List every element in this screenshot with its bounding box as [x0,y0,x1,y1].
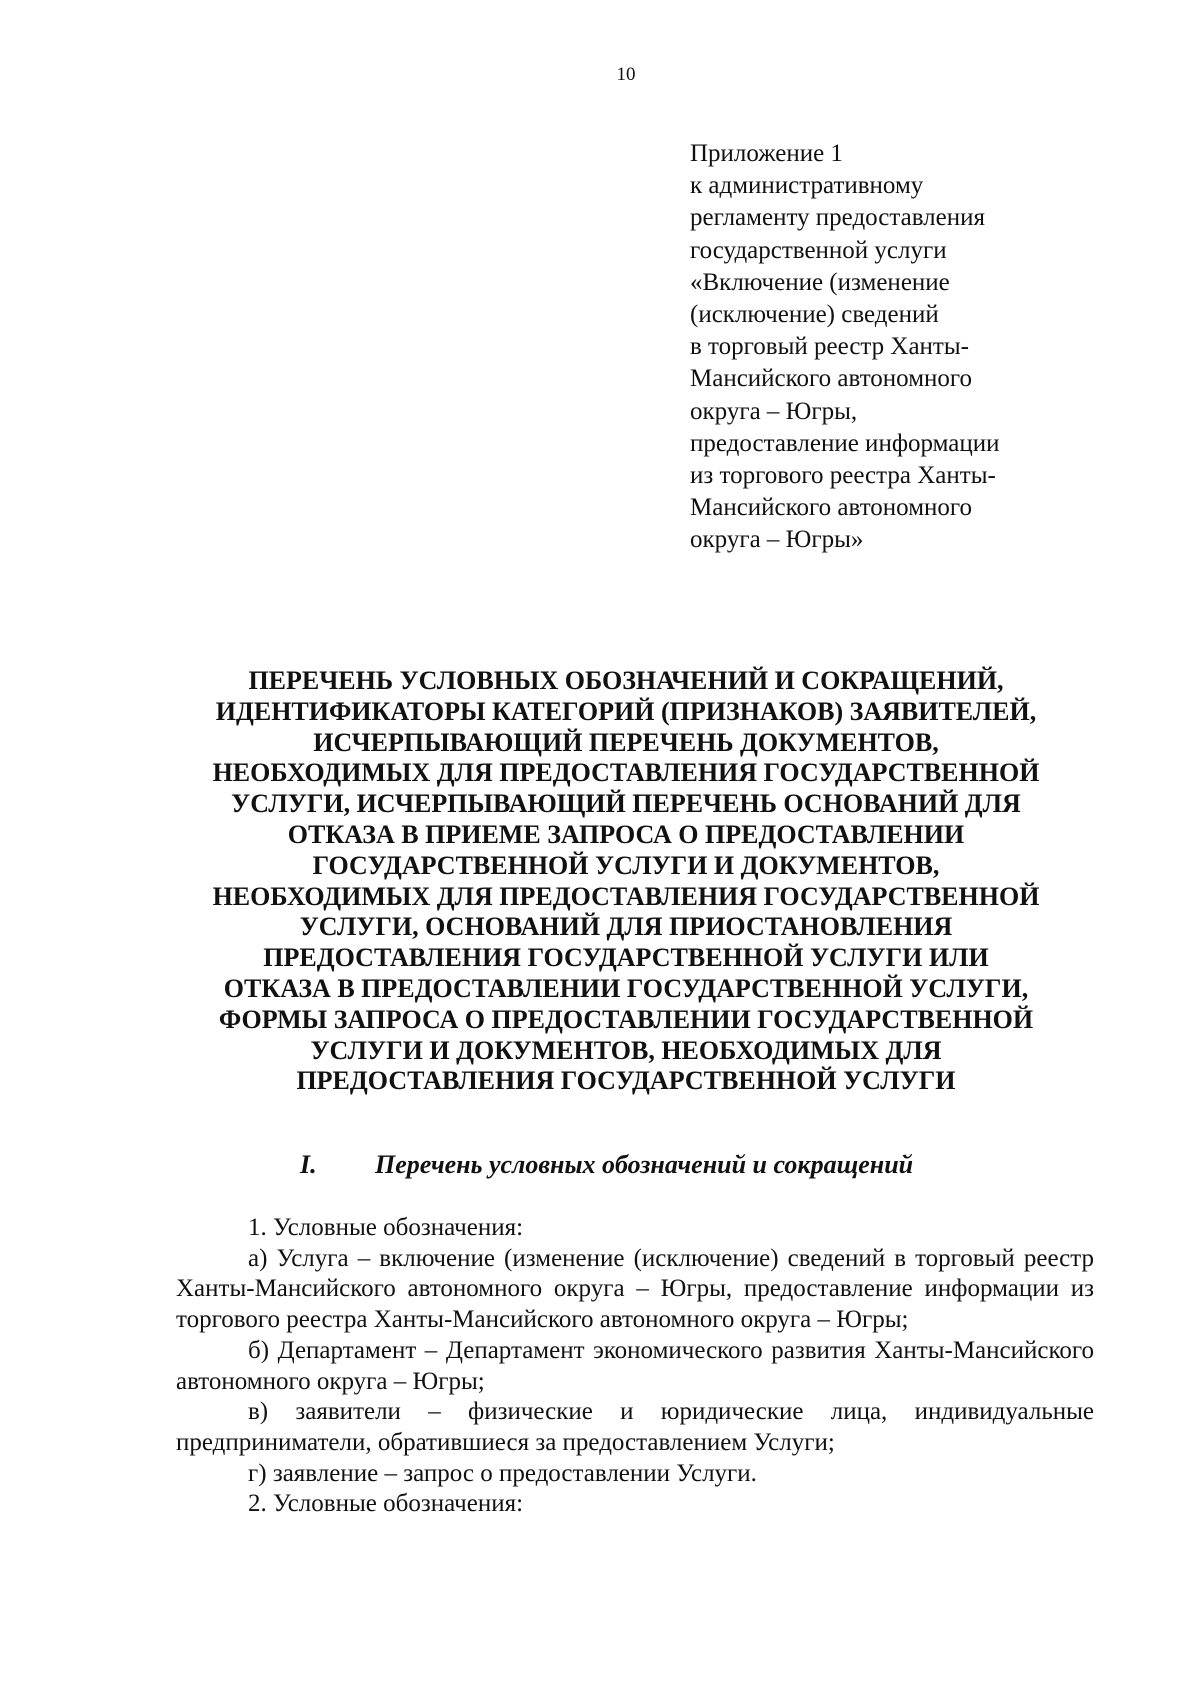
appendix-line: Мансийского автономного [690,365,973,393]
appendix-line: предоставление информации [690,429,1000,457]
title-line: УСЛУГИ, ИСЧЕРПЫВАЮЩИЙ ПЕРЕЧЕНЬ ОСНОВАНИЙ ДЛЯ [231,789,1021,819]
title-line: ПРЕДОСТАВЛЕНИЯ ГОСУДАРСТВЕННОЙ УСЛУГИ [296,1066,956,1096]
appendix-line: Мансийского автономного [690,494,973,522]
title-line: ОТКАЗА В ПРЕДОСТАВЛЕНИИ ГОСУДАРСТВЕННОЙ УСЛУГИ, [223,973,1029,1003]
appendix-line: Приложение 1 [690,140,843,167]
paragraph: в) заявители – физические и юридические лица, индивидуальные предприниматели, обратившиеся за предоставлением Услуги; [176,1398,1094,1456]
appendix-line: из торгового реестра Ханты- [690,462,996,490]
section-number: I. [300,1150,317,1179]
appendix-line: государственной услуги [690,236,947,264]
section-heading [300,1150,1000,1180]
appendix-line: регламенту предоставления [690,204,986,232]
appendix-line: округа – Югры, [690,397,858,425]
section-title: Перечень условных обозначений и сокращений [375,1150,914,1179]
appendix-line: (исключение) сведений [690,301,939,329]
title-line: ИСЧЕРПЫВАЮЩИЙ ПЕРЕЧЕНЬ ДОКУМЕНТОВ, [313,727,939,757]
title-line: ГОСУДАРСТВЕННОЙ УСЛУГИ И ДОКУМЕНТОВ, [312,850,940,880]
body-text [176,1213,1094,1520]
title-line: НЕОБХОДИМЫХ ДЛЯ ПРЕДОСТАВЛЕНИЯ ГОСУДАРСТВЕННОЙ [212,881,1040,911]
title-line: ФОРМЫ ЗАПРОСА О ПРЕДОСТАВЛЕНИИ ГОСУДАРСТВЕННОЙ [218,1004,1034,1034]
paragraph: г) заявление – запрос о предоставлении Услуги. [248,1459,757,1487]
appendix-line: к административному [690,172,924,200]
title-line: УСЛУГИ, ОСНОВАНИЙ ДЛЯ ПРИОСТАНОВЛЕНИЯ [299,912,953,942]
title-line: ОТКАЗА В ПРИЕМЕ ЗАПРОСА О ПРЕДОСТАВЛЕНИИ [287,819,965,849]
appendix-line: округа – Югры» [690,526,864,554]
title-line: ПЕРЕЧЕНЬ УСЛОВНЫХ ОБОЗНАЧЕНИЙ И СОКРАЩЕНИЙ, [248,666,1004,695]
appendix-line: «Включение (изменение [690,268,950,296]
appendix-note [690,138,1110,557]
paragraph: а) Услуга – включение (изменение (исключение) сведений в торговый реестр Ханты-Мансийского автономного округа – Югры, предоставление информации из торгового реестра Ханты-Мансийского автономного округа – Югры; [176,1244,1094,1334]
paragraph: б) Департамент – Департамент экономического развития Ханты-Мансийского автономного округа – Югры; [176,1336,1094,1395]
page-number: 10 [616,64,636,85]
appendix-line: в торговый реестр Ханты- [690,333,969,361]
title-line: УСЛУГИ И ДОКУМЕНТОВ, НЕОБХОДИМЫХ ДЛЯ [310,1035,942,1065]
title-line: ИДЕНТИФИКАТОРЫ КАТЕГОРИЙ (ПРИЗНАКОВ) ЗАЯВИТЕЛЕЙ, [215,696,1037,726]
title-line: НЕОБХОДИМЫХ ДЛЯ ПРЕДОСТАВЛЕНИЯ ГОСУДАРСТВЕННОЙ [212,758,1040,788]
title-line: ПРЕДОСТАВЛЕНИЯ ГОСУДАРСТВЕННОЙ УСЛУГИ ИЛИ [263,943,989,973]
document-title [150,666,1102,1097]
paragraph: 2. Условные обозначения: [248,1490,524,1518]
paragraph: 1. Условные обозначения: [248,1214,524,1241]
